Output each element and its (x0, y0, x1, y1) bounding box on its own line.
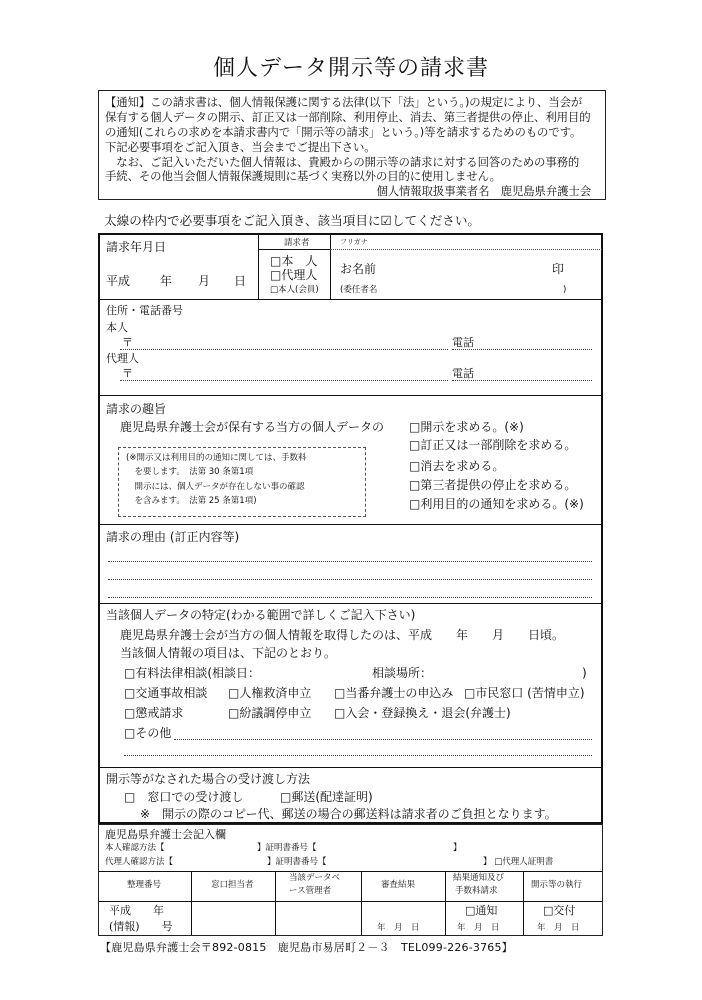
item-dispute-mediation[interactable]: □紛議調停申立 (228, 706, 312, 720)
fee-note-line: (※開示又は利用目的の通知に関しては、手数料 (126, 453, 307, 463)
item-discipline[interactable]: □懲戒請求 (124, 706, 184, 720)
notice-line: の通知(これらの求めを本請求書内で「開示等の請求」という。)等を請求するためのものです。 (105, 125, 582, 139)
furigana-label: フリガナ (340, 238, 368, 246)
notice-line: なお、ご記入いただいた個人情報は、貴殿からの開示等の請求に対する回答のための事務的 (105, 155, 580, 169)
notice-line: 【通知】この請求書は、個人情報保護に関する法律(以下「法」という。)の規定により、当会が (105, 95, 583, 109)
item-traffic-accident[interactable]: □交通事故相談 (124, 686, 208, 700)
purpose-option-stop-third-party[interactable]: □第三者提供の停止を求める。 (409, 478, 577, 492)
fee-note-line: を含みます。 法第 25 条第1項) (126, 496, 257, 506)
request-date-year[interactable]: 年 (160, 274, 173, 288)
notice-box (98, 90, 606, 200)
col-execution: 開示等の執行 (531, 880, 583, 890)
office-self-close: 】 (453, 843, 462, 853)
identification-label: 当該個人データの特定(わかる範囲で詳しくご記入下さい) (106, 608, 416, 622)
purpose-option-disclose[interactable]: □開示を求める。(※) (409, 420, 524, 434)
office-self-cert: 】証明書番号【 (257, 843, 317, 853)
address-self-postal[interactable]: 〒 (122, 336, 133, 349)
page-title: 個人データ開示等の請求書 (212, 56, 489, 81)
office-heisei: 平成 年 (109, 904, 164, 917)
notice-line: 下記必要事項をご記入頂き、当会までご提出下さい。 (105, 140, 376, 154)
address-agent-label: 代理人 (106, 352, 139, 365)
fee-note-line: を要します。 法第 30 条第1項 (126, 467, 254, 477)
request-date-label: 請求年月日 (106, 240, 167, 254)
delivery-mail-checkbox[interactable]: □郵送(配達証明) (280, 790, 373, 804)
address-agent-postal[interactable]: 〒 (122, 367, 133, 380)
notice-line: 保有する個人データの開示、訂正又は一部削除、利用停止、消去、第三者提供の停止、利用目的 (105, 110, 591, 124)
office-agent-cert: 】証明書番号【 (267, 857, 327, 867)
office-use-section (98, 824, 603, 936)
reason-line[interactable] (108, 579, 592, 580)
reason-line[interactable] (108, 597, 592, 598)
purpose-lead: 鹿児島県弁護士会が保有する当方の個人データの (120, 420, 385, 434)
reason-label: 請求の理由 (訂正内容等) (106, 530, 240, 544)
item-membership[interactable]: □入会・登録換え・退会(弁護士) (334, 706, 511, 720)
office-self-id: 本人確認方法【 (105, 843, 165, 853)
delivery-counter-checkbox[interactable]: □ 窓口での受け渡し (124, 790, 244, 804)
col-review-result: 審査結果 (381, 880, 416, 890)
request-form (98, 233, 603, 824)
office-agent-id: 代理人確認方法【 (105, 857, 174, 867)
col-reference-number: 整理番号 (127, 880, 162, 890)
notice-signature: 個人情報取扱事業者名 鹿児島県弁護士会 (376, 184, 591, 198)
request-date-month[interactable]: 月 (198, 274, 211, 288)
purpose-option-notify-purpose[interactable]: □利用目的の通知を求める。(※) (409, 497, 584, 511)
delivery-note: ※ 開示の際のコピー代、郵送の場合の郵送料は請求者のご負担となります。 (140, 807, 557, 821)
purpose-label: 請求の趣旨 (106, 402, 167, 416)
requester-label: 請求者 (284, 238, 310, 248)
request-date-era[interactable]: 平成 (106, 274, 131, 288)
office-agent-cert-box: 】 □代理人証明書 (483, 857, 554, 867)
purpose-option-correct[interactable]: □訂正又は一部削除を求める。 (409, 438, 577, 452)
instruction-text: 太線の枠内で必要事項をご記入頂き、該当項目に☑してください。 (104, 213, 481, 228)
requester-member-checkbox[interactable]: □本人(会員) (270, 285, 319, 295)
request-date-day[interactable]: 日 (234, 274, 247, 288)
address-label: 住所・電話番号 (106, 304, 183, 317)
office-notify-checkbox[interactable]: □通知 (465, 904, 498, 917)
footer-address: 【鹿児島県弁護士会〒892-0815 鹿児島市易居町２－３ TEL099-226-3765】 (100, 941, 513, 954)
item-consult-close: ) (582, 666, 587, 680)
requester-self-checkbox[interactable]: □本 人 (270, 254, 318, 268)
notice-line: 手続、その他当会個人情報保護規則に基づく実務以外の目的に使用しません。 (105, 169, 501, 183)
col-result-notice-l1: 結果通知及び (453, 873, 505, 883)
office-deliver-checkbox[interactable]: □交付 (543, 904, 576, 917)
seal-mark: 印 (552, 262, 565, 276)
item-citizen-window[interactable]: □市民窓口 (苦情申立) (464, 686, 585, 700)
name-label: お名前 (340, 262, 377, 276)
item-duty-lawyer[interactable]: □当番弁護士の申込み (334, 686, 454, 700)
review-date: 年 月 日 (377, 923, 420, 933)
requester-agent-checkbox[interactable]: □代理人 (270, 268, 318, 282)
col-window-staff: 窓口担当者 (211, 880, 254, 890)
item-other[interactable]: □その他 (124, 726, 172, 740)
delivery-label: 開示等がなされた場合の受け渡し方法 (106, 772, 311, 786)
address-self-label: 本人 (106, 321, 128, 334)
item-paid-consultation[interactable]: □有料法律相談(相談日： (124, 666, 261, 680)
address-agent-phone[interactable]: 電話 (452, 367, 474, 380)
col-db-manager-l1: 当該データベ (289, 873, 341, 883)
col-db-manager-l2: ース管理者 (289, 886, 332, 896)
item-human-rights[interactable]: □人権救済申立 (228, 686, 312, 700)
address-self-phone[interactable]: 電話 (452, 336, 474, 349)
deliver-date: 年 月 日 (537, 923, 580, 933)
identification-items-lead: 当該個人情報の項目は、下記のとおり。 (120, 646, 337, 660)
fee-note-line: 開示には、個人データが存在しない事の確認 (126, 482, 305, 492)
identification-acquired: 鹿児島県弁護士会が当方の個人情報を取得したのは、平成 年 月 日頃。 (120, 628, 565, 642)
col-result-notice-l2: 手数料請求 (455, 886, 498, 896)
office-header: 鹿児島県弁護士会記入欄 (105, 828, 226, 841)
reason-line[interactable] (108, 561, 592, 562)
office-info-number: (情報) 号 (109, 920, 173, 933)
notify-date: 年 月 日 (457, 923, 500, 933)
delegator-close: ) (563, 285, 567, 295)
purpose-option-erase[interactable]: □消去を求める。 (409, 459, 505, 473)
item-consult-place: 相談場所： (372, 666, 433, 680)
delegator-label: (委任者名 (340, 285, 378, 295)
